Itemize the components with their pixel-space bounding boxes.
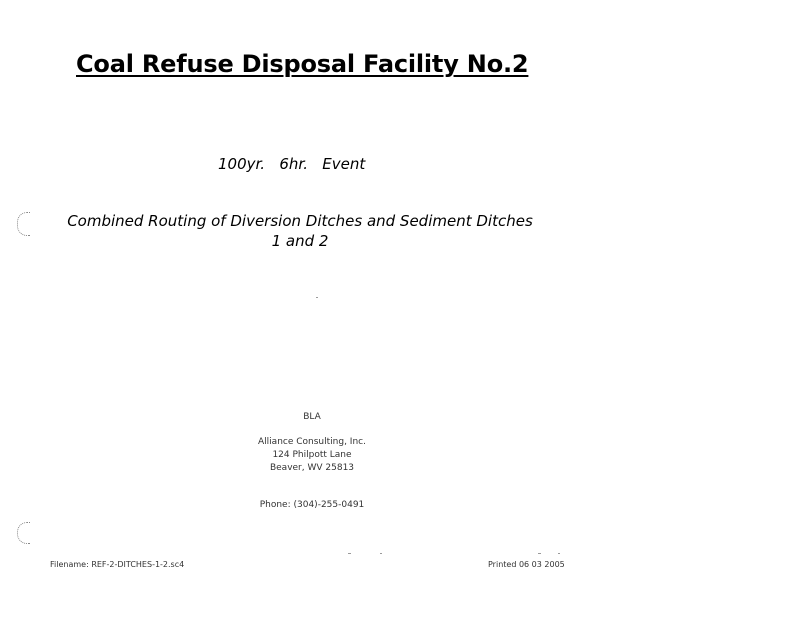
prepared-by: BLA <box>303 412 321 422</box>
company-address-block <box>200 436 424 475</box>
company-name: Alliance Consulting, Inc. <box>258 437 366 447</box>
scan-speck <box>558 553 560 554</box>
phone-number: Phone: (304)-255-0491 <box>259 500 365 510</box>
event-label: 100yr. 6hr. Event <box>218 155 366 173</box>
footer-printed-date: Printed 06 03 2005 <box>488 560 565 569</box>
subtitle-line-1: Combined Routing of Diversion Ditches and Sediment Ditches <box>67 212 533 230</box>
scan-speck <box>538 553 541 554</box>
address-line-2: Beaver, WV 25813 <box>269 463 355 473</box>
subtitle-line-2: 1 and 2 <box>271 232 329 250</box>
document-title: Coal Refuse Disposal Facility No.2 <box>76 50 529 78</box>
scan-speck <box>316 297 318 298</box>
binder-hole-mark-bottom <box>17 522 30 544</box>
footer-filename: Filename: REF-2-DITCHES-1-2.sc4 <box>50 560 185 569</box>
binder-hole-mark-top <box>17 212 30 236</box>
scan-speck <box>348 553 351 554</box>
document-subtitle <box>50 211 550 251</box>
address-line-1: 124 Philpott Lane <box>272 450 352 460</box>
scan-speck <box>380 553 382 554</box>
